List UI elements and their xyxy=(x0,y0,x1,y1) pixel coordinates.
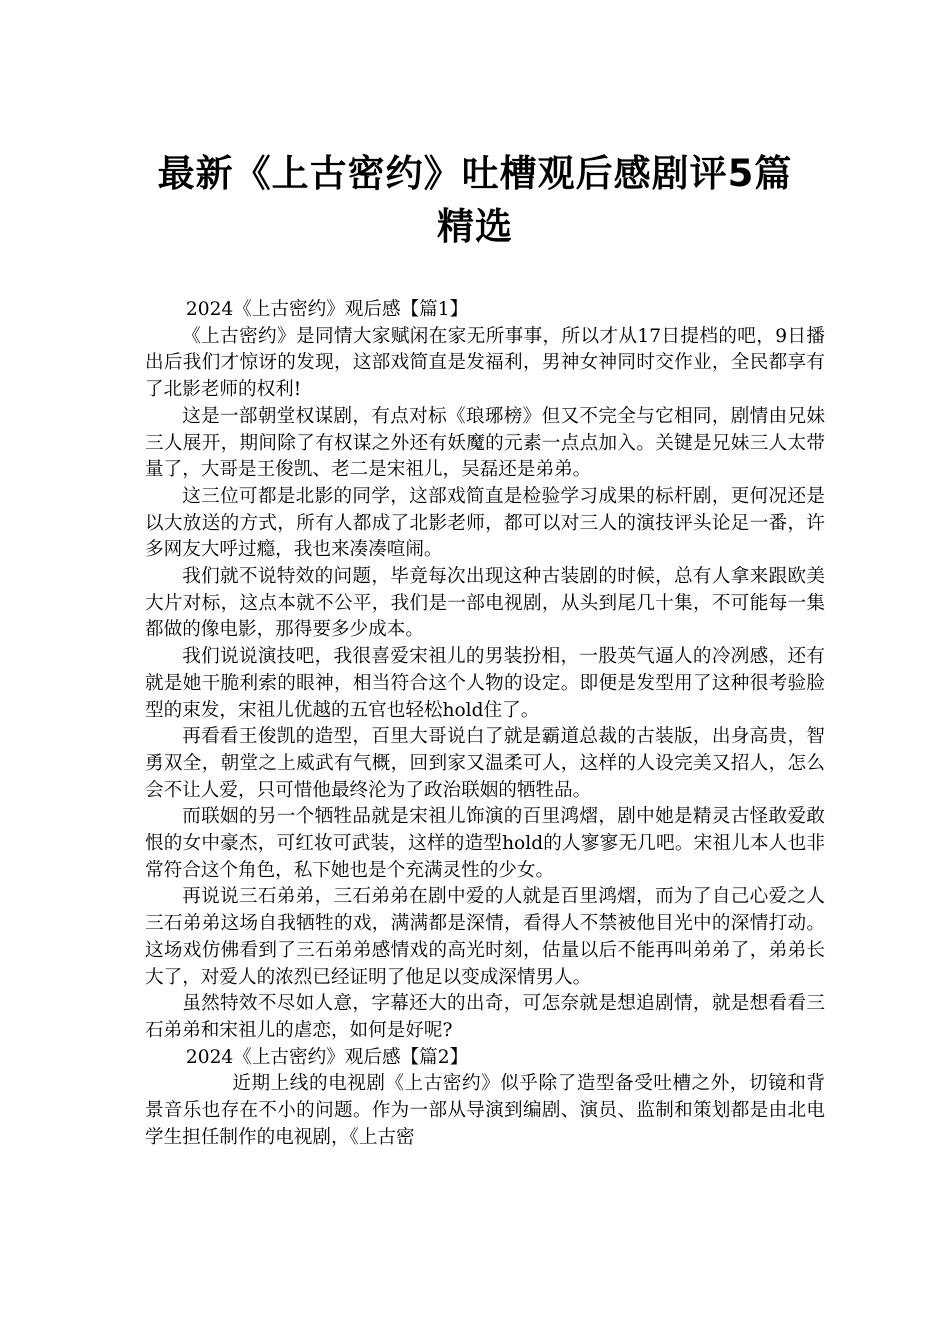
paragraph: 再看看王俊凯的造型，百里大哥说白了就是霸道总裁的古装版，出身高贵，智勇双全，朝堂之上威武有气概，回到家又温柔可人，这样的人设完美又招人，怎么会不让人爱，只可惜他最终沦为了政治联姻的牺牲品。 xyxy=(145,726,825,801)
paragraph: 再说说三石弟弟，三石弟弟在剧中爱的人就是百里鸿熠，而为了自己心爱之人三石弟弟这场自我牺牲的戏，满满都是深情，看得人不禁被他目光中的深情打动。这场戏仿佛看到了三石弟弟感情戏的高光时刻，估量以后不能再叫弟弟了，弟弟长大了，对爱人的浓烈已经证明了他足以变成深情男人。 xyxy=(145,886,825,988)
section-heading-1: 2024《上古密约》观后感【篇1】 xyxy=(185,299,469,320)
title-line-2: 精选 xyxy=(437,204,513,248)
paragraph: 我们说说演技吧，我很喜爱宋祖儿的男装扮相，一股英气逼人的冷冽感，还有就是她干脆利索的眼神，相当符合这个人物的设定。即便是发型用了这种很考验脸型的束发，宋祖儿优越的五官也轻松hold住了。 xyxy=(145,646,825,721)
section-heading-2: 2024《上古密约》观后感【篇2】 xyxy=(185,1046,469,1068)
title-line-1: 最新《上古密约》吐槽观后感剧评5篇 xyxy=(157,151,793,195)
paragraph: 而联姻的另一个牺牲品就是宋祖儿饰演的百里鸿熠，剧中她是精灵古怪敢爱敢恨的女中豪杰，可红妆可武装，这样的造型hold的人寥寥无几吧。宋祖儿本人也非常符合这个角色，私下她也是个充满灵性的少女。 xyxy=(145,806,825,881)
paragraph: 我们就不说特效的问题，毕竟每次出现这种古装剧的时候，总有人拿来跟欧美大片对标，这点本就不公平，我们是一部电视剧，从头到尾几十集，不可能每一集都做的像电影，那得要多少成本。 xyxy=(145,566,825,641)
paragraph: 《上古密约》是同情大家赋闲在家无所事事，所以才从17日提档的吧，9日播出后我们才惊讶的发现，这部戏简直是发福利，男神女神同时交作业，全民都享有了北影老师的权利! xyxy=(145,325,825,401)
document-title xyxy=(120,147,830,253)
document-body xyxy=(145,297,825,1152)
paragraph: 这是一部朝堂权谋剧，有点对标《琅琊榜》但又不完全与它相同，剧情由兄妹三人展开，期间除了有权谋之外还有妖魔的元素一点点加入。关键是兄妹三人太带量了，大哥是王俊凯、老二是宋祖儿，吴磊还是弟弟。 xyxy=(145,405,825,481)
paragraph: 近期上线的电视剧《上古密约》似乎除了造型备受吐槽之外，切镜和背景音乐也存在不小的问题。作为一部从导演到编剧、演员、监制和策划都是由北电学生担任制作的电视剧，《上古密 xyxy=(145,1073,825,1148)
paragraph: 这三位可都是北影的同学，这部戏简直是检验学习成果的标杆剧，更何况还是以大放送的方式，所有人都成了北影老师，都可以对三人的演技评头论足一番，许多网友大呼过瘾，我也来凑凑喧闹。 xyxy=(145,485,825,561)
paragraph: 虽然特效不尽如人意，字幕还大的出奇，可怎奈就是想追剧情，就是想看看三石弟弟和宋祖儿的虐恋，如何是好呢? xyxy=(145,993,825,1041)
